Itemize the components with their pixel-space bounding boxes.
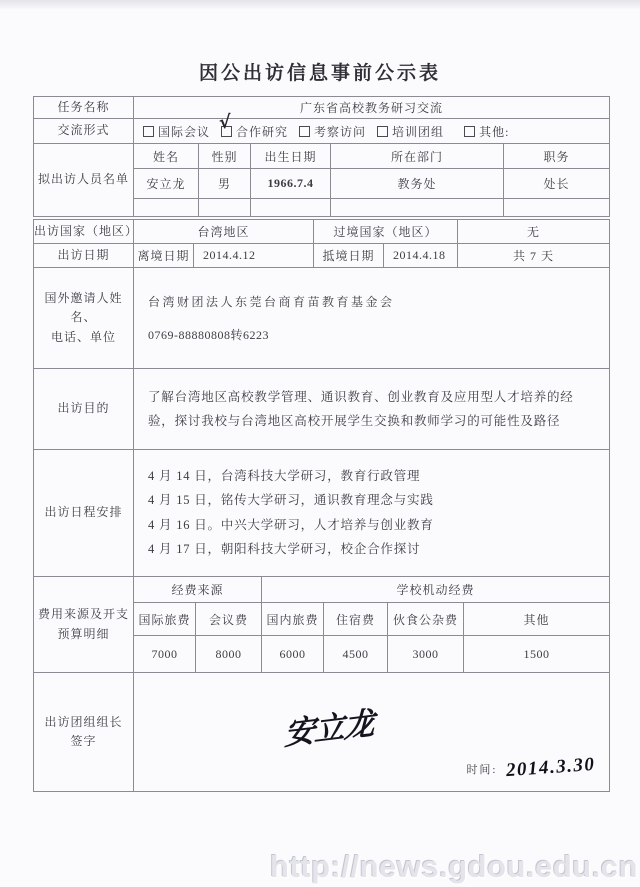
task-name-label: 任务名称 — [34, 97, 134, 118]
signature-label — [34, 673, 134, 791]
inviter-label-line1: 国外邀请人姓名、 — [44, 291, 123, 325]
form-title: 因公出访信息事前公示表 — [198, 63, 441, 84]
budget-header-meals: 伙食公杂费 — [388, 603, 464, 635]
itinerary-label: 出访日程安排 — [34, 450, 134, 576]
signature-label-line1: 出访团组组长 — [44, 714, 123, 729]
checkbox-option-label: 培训团组 — [392, 124, 445, 139]
itinerary-content — [134, 450, 609, 576]
budget-value-intl-travel: 7000 — [134, 636, 196, 672]
person-department: 教务处 — [331, 169, 504, 198]
itinerary-line: 4 月 15 日，铭传大学研习，通识教育理念与实践 — [148, 493, 434, 508]
person-name: 安立龙 — [134, 169, 199, 198]
handwritten-signature: 安立龙 — [283, 705, 374, 752]
checkbox-unchecked-icon — [377, 126, 388, 137]
purpose-label: 出访目的 — [34, 369, 134, 449]
country-row — [34, 220, 609, 244]
inviter-phone: 0769-88880808转6223 — [148, 328, 269, 342]
empty-cell — [504, 199, 609, 216]
budget-header-conference: 会议费 — [196, 603, 262, 635]
budget-header-domestic-travel: 国内旅费 — [262, 603, 324, 635]
col-header-birthdate: 出生日期 — [251, 144, 331, 168]
budget-label-line2: 预算明细 — [57, 626, 110, 641]
itinerary-row — [34, 450, 609, 577]
arrival-date-label: 抵境日期 — [314, 244, 384, 267]
site-watermark: http://news.gdou.edu.cn — [270, 849, 638, 884]
checkbox-option-label: 合作研究 — [236, 124, 289, 139]
col-header-department: 所在部门 — [331, 144, 504, 168]
exchange-form-row — [34, 111, 609, 144]
col-header-gender: 性别 — [199, 144, 251, 168]
checkbox-option-inspection-visit — [299, 123, 366, 140]
personnel-data-row — [134, 169, 609, 199]
time-label: 时间: — [466, 764, 498, 776]
inviter-row — [34, 268, 609, 369]
transit-value: 无 — [526, 225, 540, 239]
person-position: 处长 — [543, 177, 570, 191]
budget-label — [34, 577, 134, 672]
inviter-label — [34, 268, 134, 368]
empty-cell — [199, 199, 251, 216]
purpose-row — [34, 369, 609, 450]
inviter-organization: 台湾财团法人东莞台商育苗教育基金会 — [148, 295, 395, 309]
col-header-position: 职务 — [543, 149, 570, 164]
checkbox-option-label: 其他: — [479, 124, 510, 139]
departure-date-value: 2014.4.12 — [194, 244, 314, 267]
person-gender: 男 — [199, 169, 251, 198]
personnel-table — [134, 144, 609, 216]
task-name-row — [34, 97, 609, 119]
personnel-header-row — [134, 144, 609, 169]
personnel-section — [34, 144, 609, 216]
exchange-form-label: 交流形式 — [34, 119, 134, 143]
checkbox-option-label: 国际会议 — [158, 124, 211, 139]
purpose-text: 了解台湾地区高校教学管理、通识教育、创业教育及应用型人才培养的经验，探讨我校与台湾地区高校开展学生交换和教师学习的可能性及路径 — [148, 389, 574, 428]
departure-date-label: 离境日期 — [134, 244, 194, 267]
col-header-name: 姓名 — [134, 144, 199, 168]
itinerary-line: 4 月 17 日，朝阳科技大学研习，校企合作探讨 — [148, 541, 421, 556]
budget-header-other: 其他 — [523, 612, 550, 627]
destination-label: 出访国家（地区） — [34, 220, 134, 243]
budget-header-intl-travel: 国际旅费 — [134, 603, 196, 635]
budget-group-header-row — [134, 577, 609, 603]
budget-value-domestic-travel: 6000 — [262, 636, 324, 672]
itinerary-line: 4 月 14 日，台湾科技大学研习，教育行政管理 — [148, 469, 421, 484]
form-table-top — [33, 96, 610, 217]
budget-value-other: 1500 — [523, 646, 550, 661]
checkbox-option-cooperative-research — [218, 111, 289, 140]
checkbox-option-international-conference — [143, 123, 210, 140]
budget-group-school-funds: 学校机动经费 — [396, 583, 475, 597]
empty-cell — [251, 199, 331, 216]
checkbox-unchecked-icon — [143, 126, 154, 137]
person-birthdate: 1966.7.4 — [251, 169, 331, 198]
empty-cell — [134, 199, 199, 216]
checkbox-checked-icon — [218, 111, 233, 137]
arrival-date-value: 2014.4.18 — [384, 244, 458, 267]
task-name-value: 广东省高校教务研习交流 — [299, 101, 443, 115]
budget-values-row — [134, 636, 609, 672]
checkbox-unchecked-icon — [299, 126, 310, 137]
signature-row — [34, 673, 609, 791]
signature-area — [134, 673, 609, 791]
itinerary-line: 4 月 16 日。中兴大学研习，人才培养与创业教育 — [148, 517, 434, 532]
budget-header-lodging: 住宿费 — [324, 603, 388, 635]
budget-value-conference: 8000 — [196, 636, 262, 672]
inviter-content — [134, 268, 609, 368]
checkbox-option-label: 考察访问 — [314, 124, 367, 139]
budget-value-meals: 3000 — [388, 636, 464, 672]
budget-group-funding-source: 经费来源 — [134, 577, 262, 602]
destination-value: 台湾地区 — [134, 220, 314, 243]
total-days: 共 7 天 — [512, 249, 554, 263]
signature-label-line2: 签字 — [70, 734, 97, 748]
check-mark-icon: √ — [218, 111, 233, 133]
personnel-label: 拟出访人员名单 — [34, 144, 134, 216]
signature-date — [466, 753, 596, 782]
budget-section — [34, 577, 609, 673]
handwritten-date: 2014.3.30 — [504, 753, 596, 782]
transit-label: 过境国家（地区） — [314, 220, 458, 243]
checkbox-option-other — [464, 123, 509, 140]
form-table-main — [33, 219, 610, 792]
budget-header-row — [134, 603, 609, 636]
checkbox-option-training-group — [377, 123, 444, 140]
inviter-label-line2: 电话、单位 — [50, 329, 116, 344]
personnel-empty-row — [134, 199, 609, 216]
dates-label: 出访日期 — [34, 244, 134, 267]
budget-table — [134, 577, 609, 672]
exchange-options — [134, 111, 609, 143]
dates-row — [34, 244, 609, 268]
budget-value-lodging: 4500 — [324, 636, 388, 672]
empty-cell — [331, 199, 504, 216]
budget-label-line1: 费用来源及开支 — [37, 607, 129, 622]
checkbox-unchecked-icon — [464, 126, 475, 137]
